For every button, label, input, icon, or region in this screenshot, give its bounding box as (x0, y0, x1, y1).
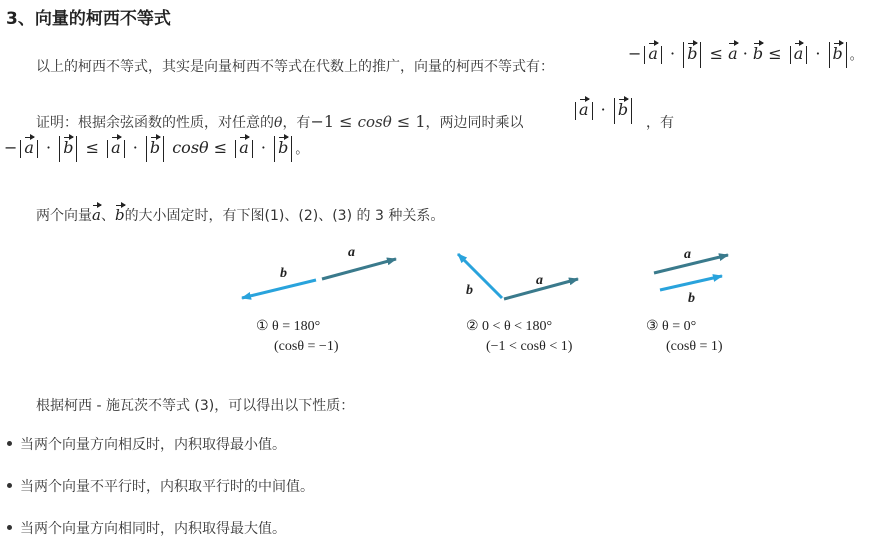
caption-3-line2: (cosθ = 1) (666, 339, 723, 354)
list-item: 当两个向量方向相反时，内积取得最小值。 (20, 434, 286, 454)
cauchy-inequality-formula: − a · b ≤ a · b ≤ a · b 。 (628, 40, 863, 68)
proof-inequality-formula: − a · b ≤ a · b cosθ ≤ a · b 。 (4, 134, 308, 162)
properties-intro: 根据柯西 - 施瓦茨不等式 (3)，可以得出以下性质： (36, 398, 355, 414)
section-heading: 3、向量的柯西不等式 (6, 9, 171, 29)
relation-paragraph: 两个向量a、b的大小固定时，有下图(1)、(2)、(3) 的 3 种关系。 (36, 202, 444, 225)
vector-b-arrow-1 (242, 280, 316, 298)
label-b-1: b (280, 266, 287, 281)
caption-1-line1: ① θ = 180° (256, 319, 321, 334)
vector-a-arrow-1 (322, 259, 396, 279)
label-b-2: b (466, 283, 473, 298)
label-a-3: a (684, 247, 691, 262)
caption-2-line1: ② 0 < θ < 180° (466, 319, 553, 334)
vector-a-arrow-3 (654, 255, 728, 273)
proof-paragraph: 证明：根据余弦函数的性质，对任意的θ，有−1 ≤ cosθ ≤ 1，两边同时乘以 (36, 112, 524, 131)
proof-paragraph-end: ，有 (646, 115, 674, 131)
list-item: 当两个向量不平行时，内积取平行时的中间值。 (20, 476, 314, 496)
list-item: 当两个向量方向相同时，内积取得最大值。 (20, 518, 286, 538)
label-b-3: b (688, 291, 695, 306)
caption-3-line1: ③ θ = 0° (646, 319, 697, 334)
label-a-2: a (536, 273, 543, 288)
vector-angle-figure (230, 242, 750, 362)
vector-b-arrow-2 (458, 254, 502, 298)
vector-b-arrow-3 (660, 276, 722, 290)
label-a-1: a (348, 245, 355, 260)
multiplier-formula: a · b (572, 96, 635, 124)
caption-1-line2: (cosθ = −1) (274, 339, 339, 354)
caption-2-line2: (−1 < cosθ < 1) (486, 339, 573, 354)
intro-paragraph: 以上的柯西不等式，其实是向量柯西不等式在代数上的推广，向量的柯西不等式有： (36, 59, 554, 75)
